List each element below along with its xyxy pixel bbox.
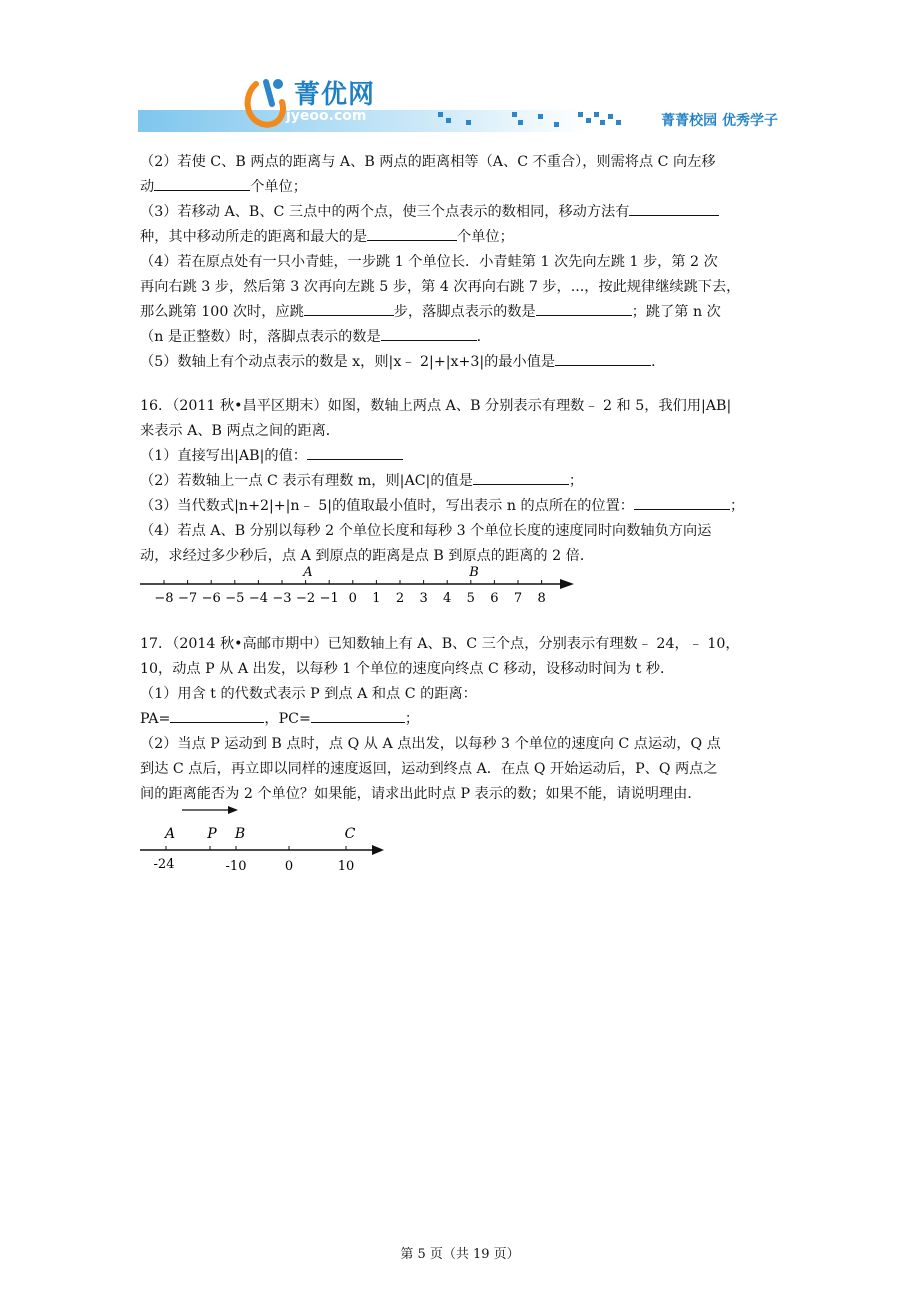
axis-tick-label: 5 (466, 591, 475, 606)
q16-part3: （3）当代数式|n+2|+|n﹣ 5|的值取最小值时，写出表示 n 的点所在的位置： ； (140, 494, 744, 519)
label-b: B (234, 826, 246, 842)
q17-number-line-figure (140, 802, 390, 872)
axis-tick-label: −4 (248, 591, 268, 606)
q16-stem-line1: 16．（2011 秋•昌平区期末）如图，数轴上两点 A、B 分别表示有理数﹣ 2 和 5，我们用|AB| (140, 398, 732, 414)
axis-tick-label: 0 (348, 591, 357, 606)
page-header (138, 70, 782, 138)
motion-arrowhead (228, 806, 238, 814)
q15-part4-line1: （4）若在原点处有一只小青蛙，一步跳 1 个单位长．小青蛙第 1 次先向左跳 1 步，第 2 次 (140, 254, 718, 270)
q16-part4-line1: （4）若点 A、B 分别以每秒 2 个单位长度和每秒 3 个单位长度的速度同时向数轴负方向运 (140, 523, 712, 539)
q15-part4-line4: （n 是正整数）时，落脚点表示的数是 ． (140, 325, 491, 350)
axis-tick-label: 8 (537, 591, 546, 606)
q15-part4-line3: 那么跳第 100 次时，应跳 步，落脚点表示的数是 ；跳了第 n 次 (140, 300, 721, 325)
axis-tick-label: 4 (443, 591, 452, 606)
q16-part2: （2）若数轴上一点 C 表示有理数 m，则|AC|的值是 ； (140, 469, 583, 494)
answer-blank[interactable] (555, 351, 651, 366)
axis-tick-label: −3 (272, 591, 292, 606)
q15-part5: （5）数轴上有个动点表示的数是 x，则|x﹣ 2|+|x+3|的最小值是 ． (140, 350, 665, 375)
answer-blank[interactable] (634, 495, 730, 510)
axis-tick-label: −8 (154, 591, 174, 606)
answer-blank[interactable] (367, 226, 457, 241)
answer-blank[interactable] (170, 708, 264, 723)
q17-part1-answers: PA= ，PC= ； (140, 707, 419, 732)
axis-tick-label: 6 (490, 591, 499, 606)
axis-arrowhead (560, 579, 574, 589)
axis-tick-label: −6 (201, 591, 221, 606)
q15-part2-line1: （2）若使 C、B 两点的距离与 A、B 两点的距离相等（A、C 不重合），则需将点 C 向左移 (140, 154, 716, 170)
answer-blank[interactable] (473, 470, 569, 485)
value-c: 10 (337, 859, 355, 872)
answer-blank[interactable] (629, 201, 719, 216)
axis-tick-label: −7 (178, 591, 198, 606)
q17-stem-line1: 17．（2014 秋•高邮市期中）已知数轴上有 A、B、C 三个点，分别表示有理数﹣ 24，﹣ 10， (140, 636, 740, 652)
q16-stem-line2: 来表示 A、B 两点之间的距离． (140, 423, 340, 439)
q16-part1: （1）直接写出|AB|的值： (140, 444, 403, 469)
page-footer: 第 5 页（共 19 页） (400, 1247, 520, 1262)
axis-arrowhead (372, 845, 384, 855)
q15-part3-line2: 种，其中移动所走的距离和最大的是 个单位； (140, 225, 514, 250)
q17-part2-line2: 到达 C 点后，再立即以同样的速度返回，运动到终点 A．在点 Q 开始运动后，P、Q 两点之 (140, 761, 718, 777)
axis-tick-label: 2 (395, 591, 405, 606)
answer-blank[interactable] (536, 301, 632, 316)
value-0: 0 (284, 859, 294, 872)
q16-part4-line2: 动，求经过多少秒后，点 A 到原点的距离是点 B 到原点的距离的 2 倍． (140, 548, 595, 564)
q17-part1: （1）用含 t 的代数式表示 P 到点 A 和点 C 的距离： (140, 686, 477, 702)
q16-number-line-figure (140, 562, 580, 610)
label-c: C (344, 826, 356, 842)
answer-blank[interactable] (381, 326, 477, 341)
axis-tick-label: 1 (372, 591, 381, 606)
axis-tick-label: −1 (319, 591, 339, 606)
label-p: P (207, 826, 217, 842)
answer-blank[interactable] (307, 445, 403, 460)
header-motto: 菁菁校园 优秀学子 (661, 113, 778, 129)
answer-blank[interactable] (311, 708, 405, 723)
q15-part2-line2: 动 个单位； (140, 175, 307, 200)
axis-tick-label: −5 (225, 591, 245, 606)
answer-blank[interactable] (154, 176, 250, 191)
axis-tick-label: −2 (296, 591, 316, 606)
axis-tick-label: 7 (513, 591, 523, 606)
q17-stem-line2: 10，动点 P 从 A 出发，以每秒 1 个单位的速度向终点 C 移动，设移动时间为 t 秒． (140, 661, 675, 677)
point-a-label: A (303, 565, 313, 580)
q15-part4-line2: 再向右跳 3 步，然后第 3 次再向左跳 5 步，第 4 次再向右跳 7 步，...，按此规律继续跳下去， (140, 279, 741, 295)
value-b: -10 (225, 859, 247, 872)
point-b-label: B (469, 565, 479, 580)
q17-part2-line3: 间的距离能否为 2 个单位？如果能，请求出此时点 P 表示的数；如果不能，请说明理由． (140, 786, 702, 802)
logo-text: 菁优网 (294, 80, 376, 110)
logo-url: jyeoo.com (286, 108, 367, 124)
q15-part3-line1: （3）若移动 A、B、C 三点中的两个点，使三个点表示的数相同，移动方法有 (140, 200, 719, 225)
decorative-squares (428, 108, 628, 132)
axis-tick-label: 3 (419, 591, 428, 606)
label-a: A (164, 826, 176, 842)
value-a: -24 (153, 857, 175, 872)
answer-blank[interactable] (304, 301, 394, 316)
q17-part2-line1: （2）当点 P 运动到 B 点时，点 Q 从 A 点出发，以每秒 3 个单位的速度向 C 点运动，Q 点 (140, 736, 721, 752)
